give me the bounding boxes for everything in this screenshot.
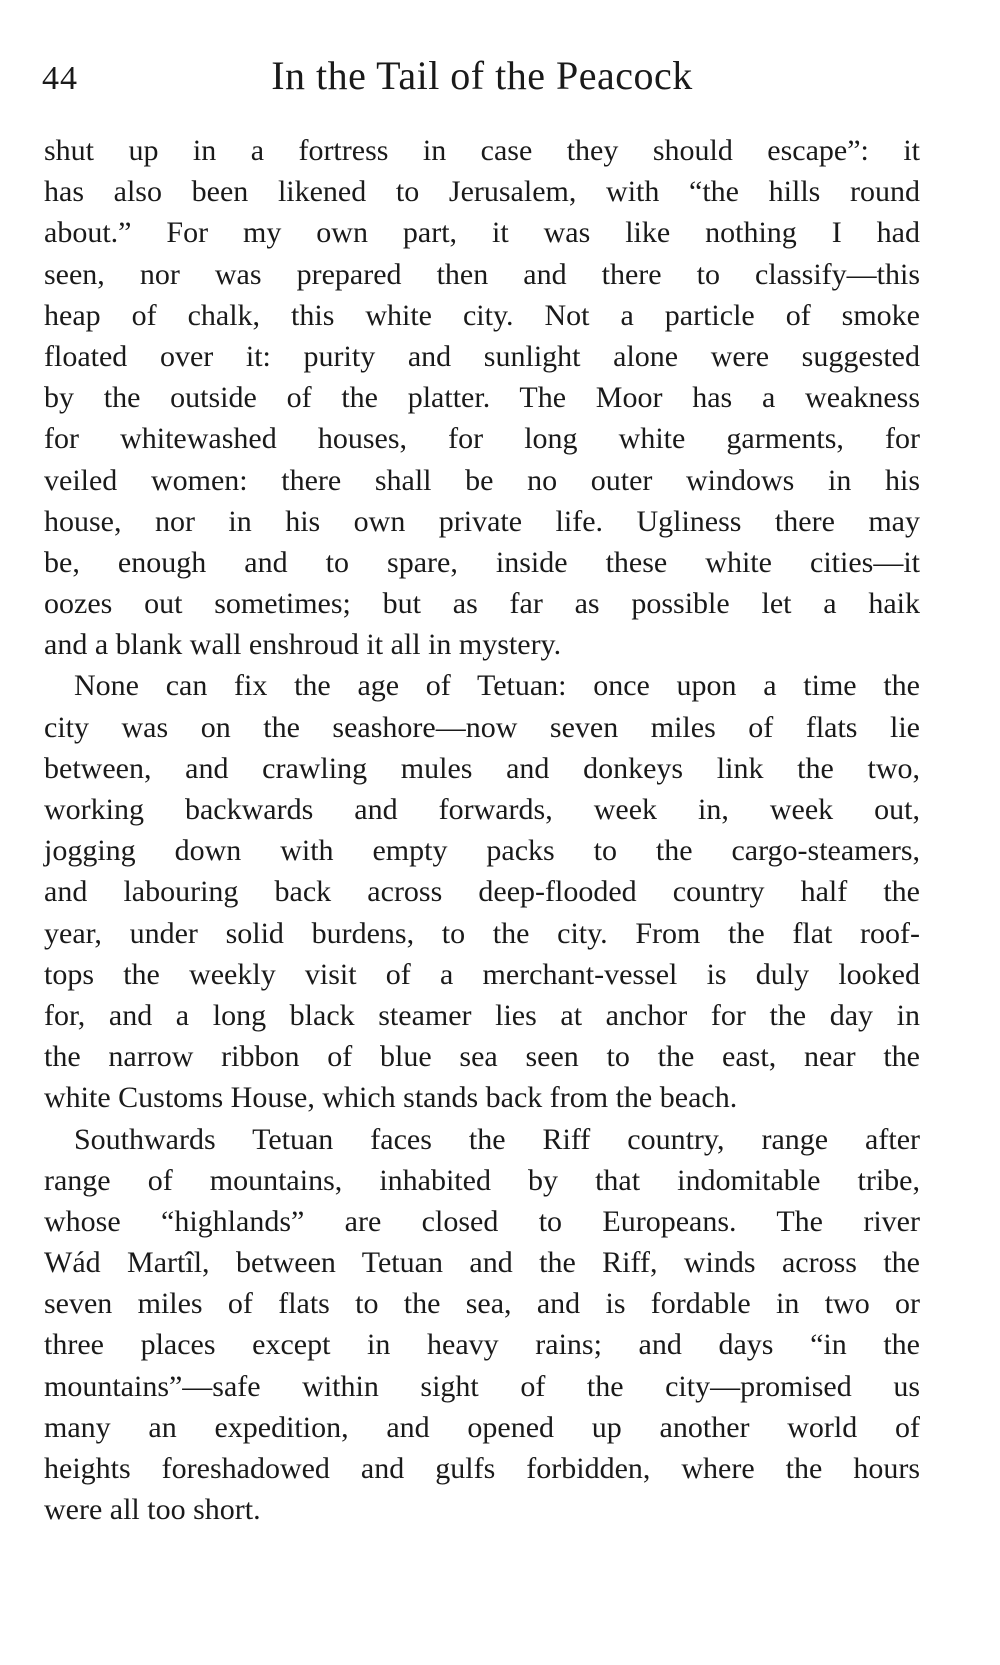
text-line: veiled women: there shall be no outer windows in his bbox=[44, 463, 920, 497]
text-line: were all too short. bbox=[44, 1493, 261, 1527]
text-line: by the outside of the platter. The Moor has a weakness bbox=[44, 381, 920, 415]
text-line: heights foreshadowed and gulfs forbidden, where the hours bbox=[44, 1452, 920, 1485]
text-line: seven miles of flats to the sea, and is fordable in two or bbox=[44, 1287, 920, 1321]
text-line: has also been likened to Jerusalem, with “the hills round bbox=[44, 175, 920, 209]
text-line: white Customs House, which stands back from the beach. bbox=[44, 1081, 738, 1115]
paragraph-3 bbox=[44, 1119, 920, 1531]
text-line: between, and crawling mules and donkeys link the two, bbox=[44, 751, 920, 785]
text-line: city was on the seashore—now seven miles of flats lie bbox=[44, 710, 920, 744]
text-line: Wád Martîl, between Tetuan and the Riff, winds across the bbox=[44, 1246, 920, 1280]
text-line: tops the weekly visit of a merchant-vessel is duly looked bbox=[44, 957, 920, 991]
text-line: shut up in a fortress in case they should escape”: it bbox=[44, 134, 920, 167]
text-line: heap of chalk, this white city. Not a particle of smoke bbox=[44, 298, 920, 332]
text-line: working backwards and forwards, week in, week out, bbox=[44, 793, 920, 826]
text-line: three places except in heavy rains; and days “in the bbox=[44, 1328, 920, 1362]
text-line: the narrow ribbon of blue sea seen to the east, near the bbox=[44, 1040, 920, 1074]
running-title: In the Tail of the Peacock bbox=[271, 53, 693, 98]
text-line: about.” For my own part, it was like nothing I had bbox=[44, 216, 920, 250]
page-number: 44 bbox=[42, 60, 78, 97]
text-line: and a blank wall enshroud it all in mystery. bbox=[44, 628, 562, 662]
text-line: Southwards Tetuan faces the Riff country, range after bbox=[74, 1122, 920, 1156]
text-line: floated over it: purity and sunlight alone were suggested bbox=[44, 339, 920, 373]
text-line: oozes out sometimes; but as far as possible let a haik bbox=[44, 587, 920, 621]
paragraph-2 bbox=[44, 665, 920, 1118]
text-line: many an expedition, and opened up another world of bbox=[44, 1410, 920, 1444]
text-line: mountains”—safe within sight of the city—promised us bbox=[44, 1369, 920, 1403]
text-line: seen, nor was prepared then and there to classify—this bbox=[44, 257, 920, 291]
text-line: and labouring back across deep-flooded country half the bbox=[44, 875, 920, 909]
text-line: year, under solid burdens, to the city. From the flat roof- bbox=[44, 916, 920, 950]
paragraph-1 bbox=[44, 130, 920, 665]
body-text bbox=[44, 130, 920, 1530]
text-line: house, nor in his own private life. Ugliness there may bbox=[44, 504, 920, 538]
running-head bbox=[42, 52, 922, 112]
text-line: range of mountains, inhabited by that indomitable tribe, bbox=[44, 1163, 920, 1197]
text-line: whose “highlands” are closed to Europeans. The river bbox=[44, 1204, 920, 1238]
text-line: be, enough and to spare, inside these white cities—it bbox=[44, 545, 920, 579]
text-line: for whitewashed houses, for long white garments, for bbox=[44, 422, 920, 456]
text-line: for, and a long black steamer lies at anchor for the day in bbox=[44, 998, 920, 1032]
text-line: None can fix the age of Tetuan: once upon a time the bbox=[74, 669, 920, 703]
text-line: jogging down with empty packs to the cargo-steamers, bbox=[44, 834, 920, 868]
